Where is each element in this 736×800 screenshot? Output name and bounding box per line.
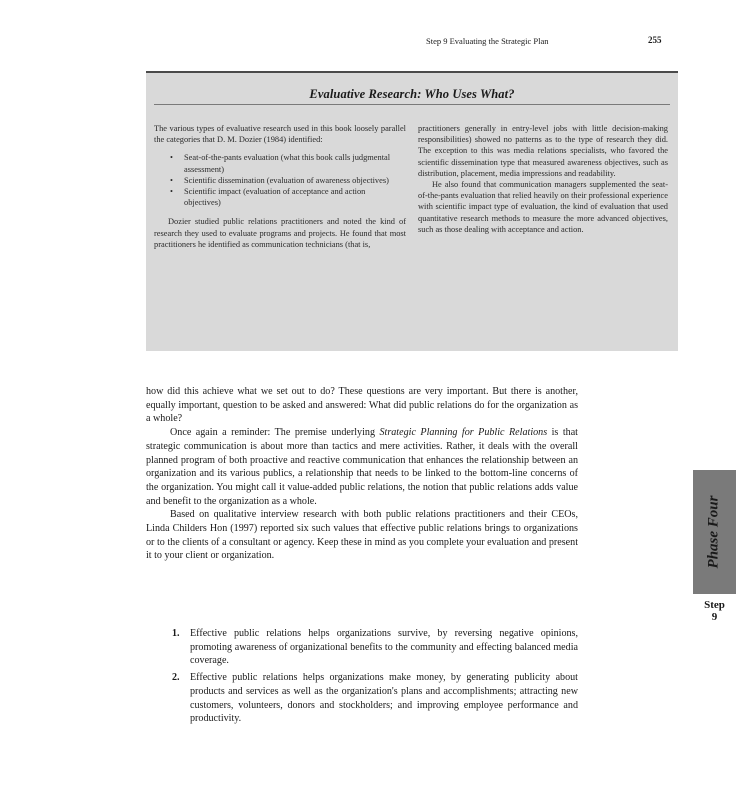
sidebar-right-column [418,123,668,235]
book-title: Strategic Planning for Public Relations [379,427,548,439]
sidebar-box-title: Evaluative Research: Who Uses What? [309,87,515,101]
step-label [693,599,736,623]
sidebar-box [146,71,678,351]
body-text [146,385,578,563]
body-paragraph [146,426,578,508]
sidebar-paragraph: Dozier studied public relations practitioners and noted the kind of research they used to evaluate programs and projects. He found that most practitioners he identified as communication technicians (that is, [154,217,406,249]
numbered-list [146,627,578,729]
sidebar-paragraph: practitioners generally in entry-level jobs with little decision-making responsibilities) showed no patterns as to the type of research they did. The exception to this was media relations specialists, who favored the scientific dissemination type that measured awareness objectives, such as distribution, placement, media impressions and readability. [418,124,668,178]
phase-tab [693,470,736,594]
list-item-text: Effective public relations helps organizations make money, by generating publicity about products and services as well as the organization's plans and accomplishments; attracting new customers, volunteers, donors and stockholders; and improving employee performance and productivity. [190,672,578,725]
sidebar-box-rule [154,104,670,105]
sidebar-paragraph: He also found that communication managers supplemented the seat-of-the-pants evaluation that relied heavily on their professional experience with scientific impact type of evaluation, the kind of evaluation that used quantitative research methods to measure the more advanced objectives, such as those dealing with acceptance and action. [418,180,668,234]
body-text-run: Once again a reminder: The premise underlying [170,427,380,439]
list-item [146,671,578,726]
step-word: Step [704,599,725,611]
sidebar-bullet: • Scientific impact (evaluation of acceptance and action objectives) [154,186,406,208]
sidebar-bullet-list [154,152,406,208]
running-head: Step 9 Evaluating the Strategic Plan [426,36,549,46]
list-item-number: 1. [172,628,180,639]
list-item-text: Effective public relations helps organizations survive, by reversing negative opinions, promoting awareness of organizational benefits to the community and effecting balanced media coverage. [190,628,578,667]
sidebar-intro: The various types of evaluative research used in this book loosely parallel the categories that D. M. Dozier (1984) identified: [154,124,406,145]
body-paragraph: how did this achieve what we set out to do? These questions are very important. But there is another, equally important, question to be asked and answered: What did public relations do for the organization as a whole? [146,386,578,425]
sidebar-bullet: • Scientific dissemination (evaluation of awareness objectives) [154,175,406,186]
sidebar-left-column [154,123,406,250]
list-item-number: 2. [172,672,180,684]
body-text-run: is that strategic communication is about more than tactics and mere activities. Rather, it deals with the overall planned program of both proactive and reactive communication that enhances the relationship between an organization and its various publics, a relationship that needs to be linked to the bottom-line concerns of the organization. You might call it value-added public relations, the notion that public relations adds value and benefit to the organization as a whole. [146,427,578,507]
phase-label: Phase Four [705,495,722,569]
sidebar-bullet: • Seat-of-the-pants evaluation (what this book calls judgmental assessment) [154,152,406,174]
body-paragraph: Based on qualitative interview research with both public relations practitioners and their CEOs, Linda Childers Hon (1997) reported six such values that effective public relations brings to organizations or to the clients of a consultant or agency. Keep these in mind as you complete your evaluation and present it to your client or organization. [146,509,578,562]
page-number: 255 [648,35,662,45]
list-item [146,627,578,668]
step-number: 9 [711,611,718,623]
